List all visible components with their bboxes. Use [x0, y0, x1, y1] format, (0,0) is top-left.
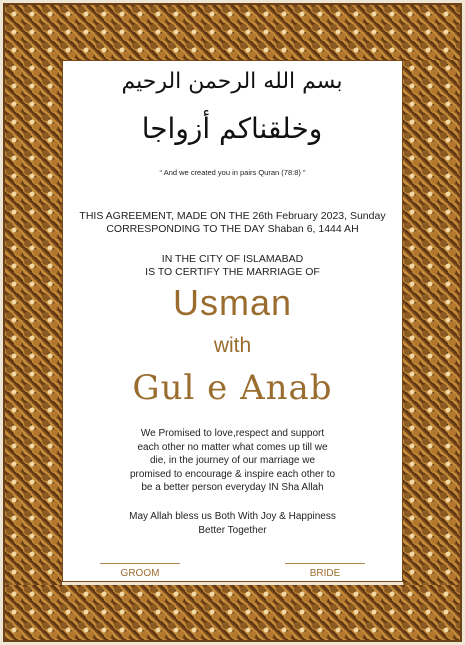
promise-line: We Promised to love,respect and support	[140, 428, 325, 439]
city-line: IN THE CITY OF ISLAMABAD	[161, 253, 304, 265]
city-line: IS TO CERTIFY THE MARRIAGE OF	[145, 266, 320, 278]
agreement-text	[70, 210, 395, 236]
city-text	[70, 253, 395, 279]
promise-line: each other no matter what comes up till we	[137, 441, 328, 453]
blessing-line: May Allah bless us Both With Joy & Happiness	[129, 511, 336, 522]
bride-name: Gul e Anab	[132, 368, 333, 408]
promise-line: die, in the journey of our marriage we	[149, 455, 316, 466]
calligraphy-verse: وخلقناكم أزواجا	[141, 112, 323, 145]
bride-signature-line	[285, 563, 365, 564]
calligraphy-bismillah: بسم الله الرحمن الرحيم	[121, 69, 343, 94]
groom-signature-line	[100, 563, 180, 564]
arabic-calligraphy-icon	[121, 58, 343, 168]
blessing-text	[70, 510, 395, 537]
bride-label: BRIDE	[309, 568, 341, 579]
groom-name: Usman	[172, 282, 293, 323]
promise-line: promised to encourage & inspire each other to	[129, 468, 336, 480]
groom-label: GROOM	[120, 568, 160, 579]
agreement-line: THIS AGREEMENT, MADE ON THE 26th February 2023, Sunday	[79, 210, 386, 222]
promise-line: be a better person everyday IN Sha Allah	[141, 482, 324, 493]
promise-text	[70, 427, 395, 495]
blessing-line: Better Together	[198, 524, 267, 536]
quran-quote: “ And we created you in pairs Quran (78:8) ”	[159, 168, 306, 177]
with-word: with	[213, 334, 252, 357]
agreement-line: CORRESPONDING TO THE DAY Shaban 6, 1444 AH	[106, 223, 359, 235]
